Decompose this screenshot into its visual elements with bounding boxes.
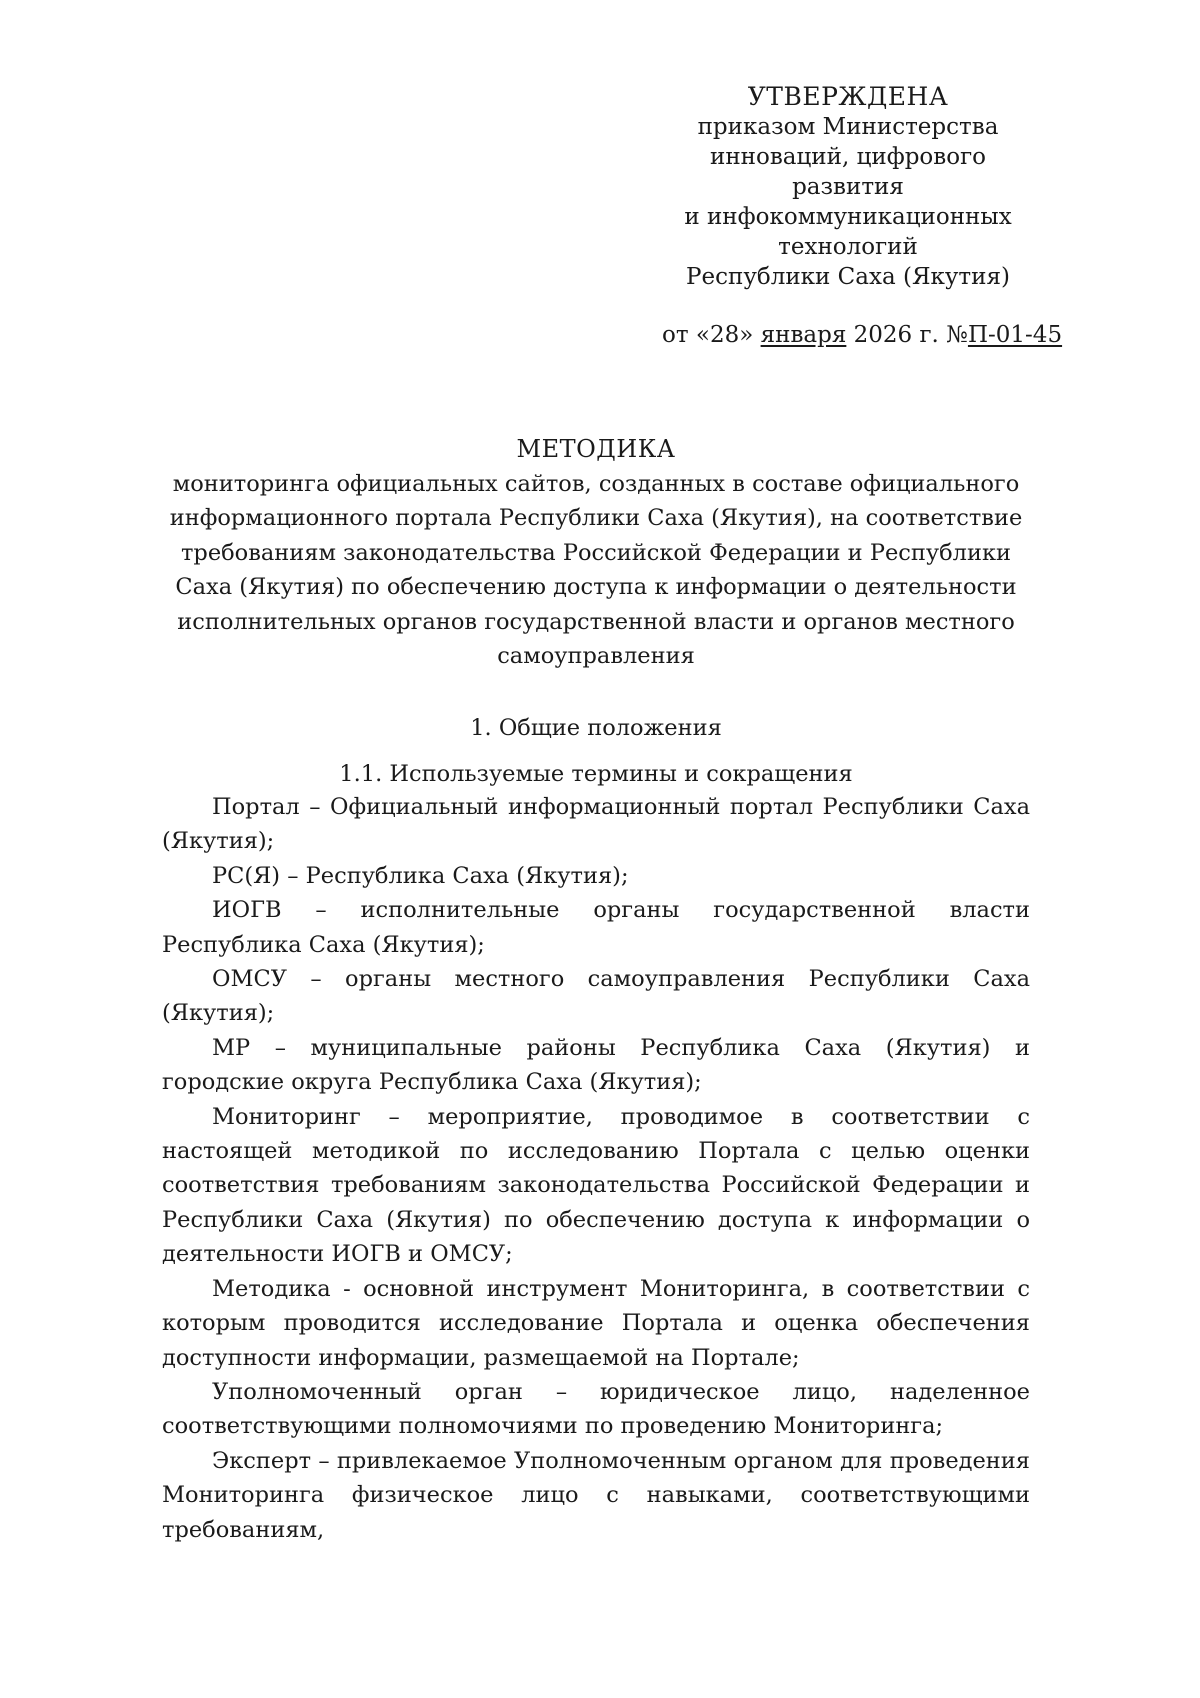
- order-reference: [662, 320, 1063, 350]
- term-mr: МР – муниципальные районы Республика Саха (Якутия) и городские округа Республика Саха (Якутия);: [162, 1034, 1030, 1096]
- approval-line: и инфокоммуникационных: [684, 204, 1012, 230]
- approval-line: Республики Саха (Якутия): [686, 264, 1010, 290]
- approval-line: технологий: [778, 234, 918, 260]
- term-authorized-body: Уполномоченный орган – юридическое лицо, наделенное соответствующими полномочиями по проведению Мониторинга;: [162, 1378, 1030, 1440]
- term-iogv: ИОГВ – исполнительные органы государственной власти Республика Саха (Якутия);: [162, 897, 1030, 958]
- terms-list: [162, 790, 1030, 1547]
- order-date-year: 2026 г. №: [853, 322, 968, 348]
- order-date-day: от «28»: [662, 322, 754, 348]
- section-heading: 1. Общие положения: [470, 715, 722, 741]
- approval-block: [662, 82, 1063, 350]
- order-number: П-01-45: [967, 322, 1063, 348]
- document-subtitle-line: мониторинга официальных сайтов, созданных в составе официального: [172, 470, 1020, 497]
- document-subtitle-line: самоуправления: [497, 643, 695, 669]
- term-methodology: Методика - основной инструмент Мониторинга, в соответствии с которым проводится исследование Портала и оценка обеспечения доступности информации, размещаемой на Портале;: [162, 1275, 1030, 1371]
- document-subtitle-line: исполнительных органов государственной власти и органов местного: [177, 608, 1015, 635]
- approval-line: приказом Министерства: [697, 114, 999, 140]
- subsection-heading: 1.1. Используемые термины и сокращения: [339, 761, 853, 787]
- document-subtitle-line: требованиям законодательства Российской Федерации и Республики: [180, 539, 1012, 566]
- order-date-month: января: [760, 322, 847, 348]
- document-subtitle-line: информационного портала Республики Саха (Якутия), на соответствие: [169, 505, 1023, 531]
- approval-line: инноваций, цифрового развития: [710, 144, 986, 200]
- term-rsya: РС(Я) – Республика Саха (Якутия);: [212, 862, 629, 889]
- term-monitoring: Мониторинг – мероприятие, проводимое в соответствии с настоящей методикой по исследованию Портала с целью оценки соответствия требованиям законодательства Российской Федерации и Республики Саха (Якутия) по обеспечению доступа к информации о деятельности ИОГВ и ОМСУ;: [162, 1103, 1030, 1268]
- document-title: МЕТОДИКА: [516, 435, 676, 463]
- term-expert: Эксперт – привлекаемое Уполномоченным органом для проведения Мониторинга физическое лицо с навыками, соответствующими требованиям,: [162, 1447, 1030, 1543]
- document-title-block: [162, 432, 1030, 674]
- term-portal: Портал – Официальный информационный портал Республики Саха (Якутия);: [162, 794, 1030, 855]
- approval-heading: УТВЕРЖДЕНА: [747, 82, 949, 111]
- term-omsu: ОМСУ – органы местного самоуправления Республики Саха (Якутия);: [162, 966, 1030, 1027]
- document-subtitle-line: Саха (Якутия) по обеспечению доступа к информации о деятельности: [175, 574, 1017, 600]
